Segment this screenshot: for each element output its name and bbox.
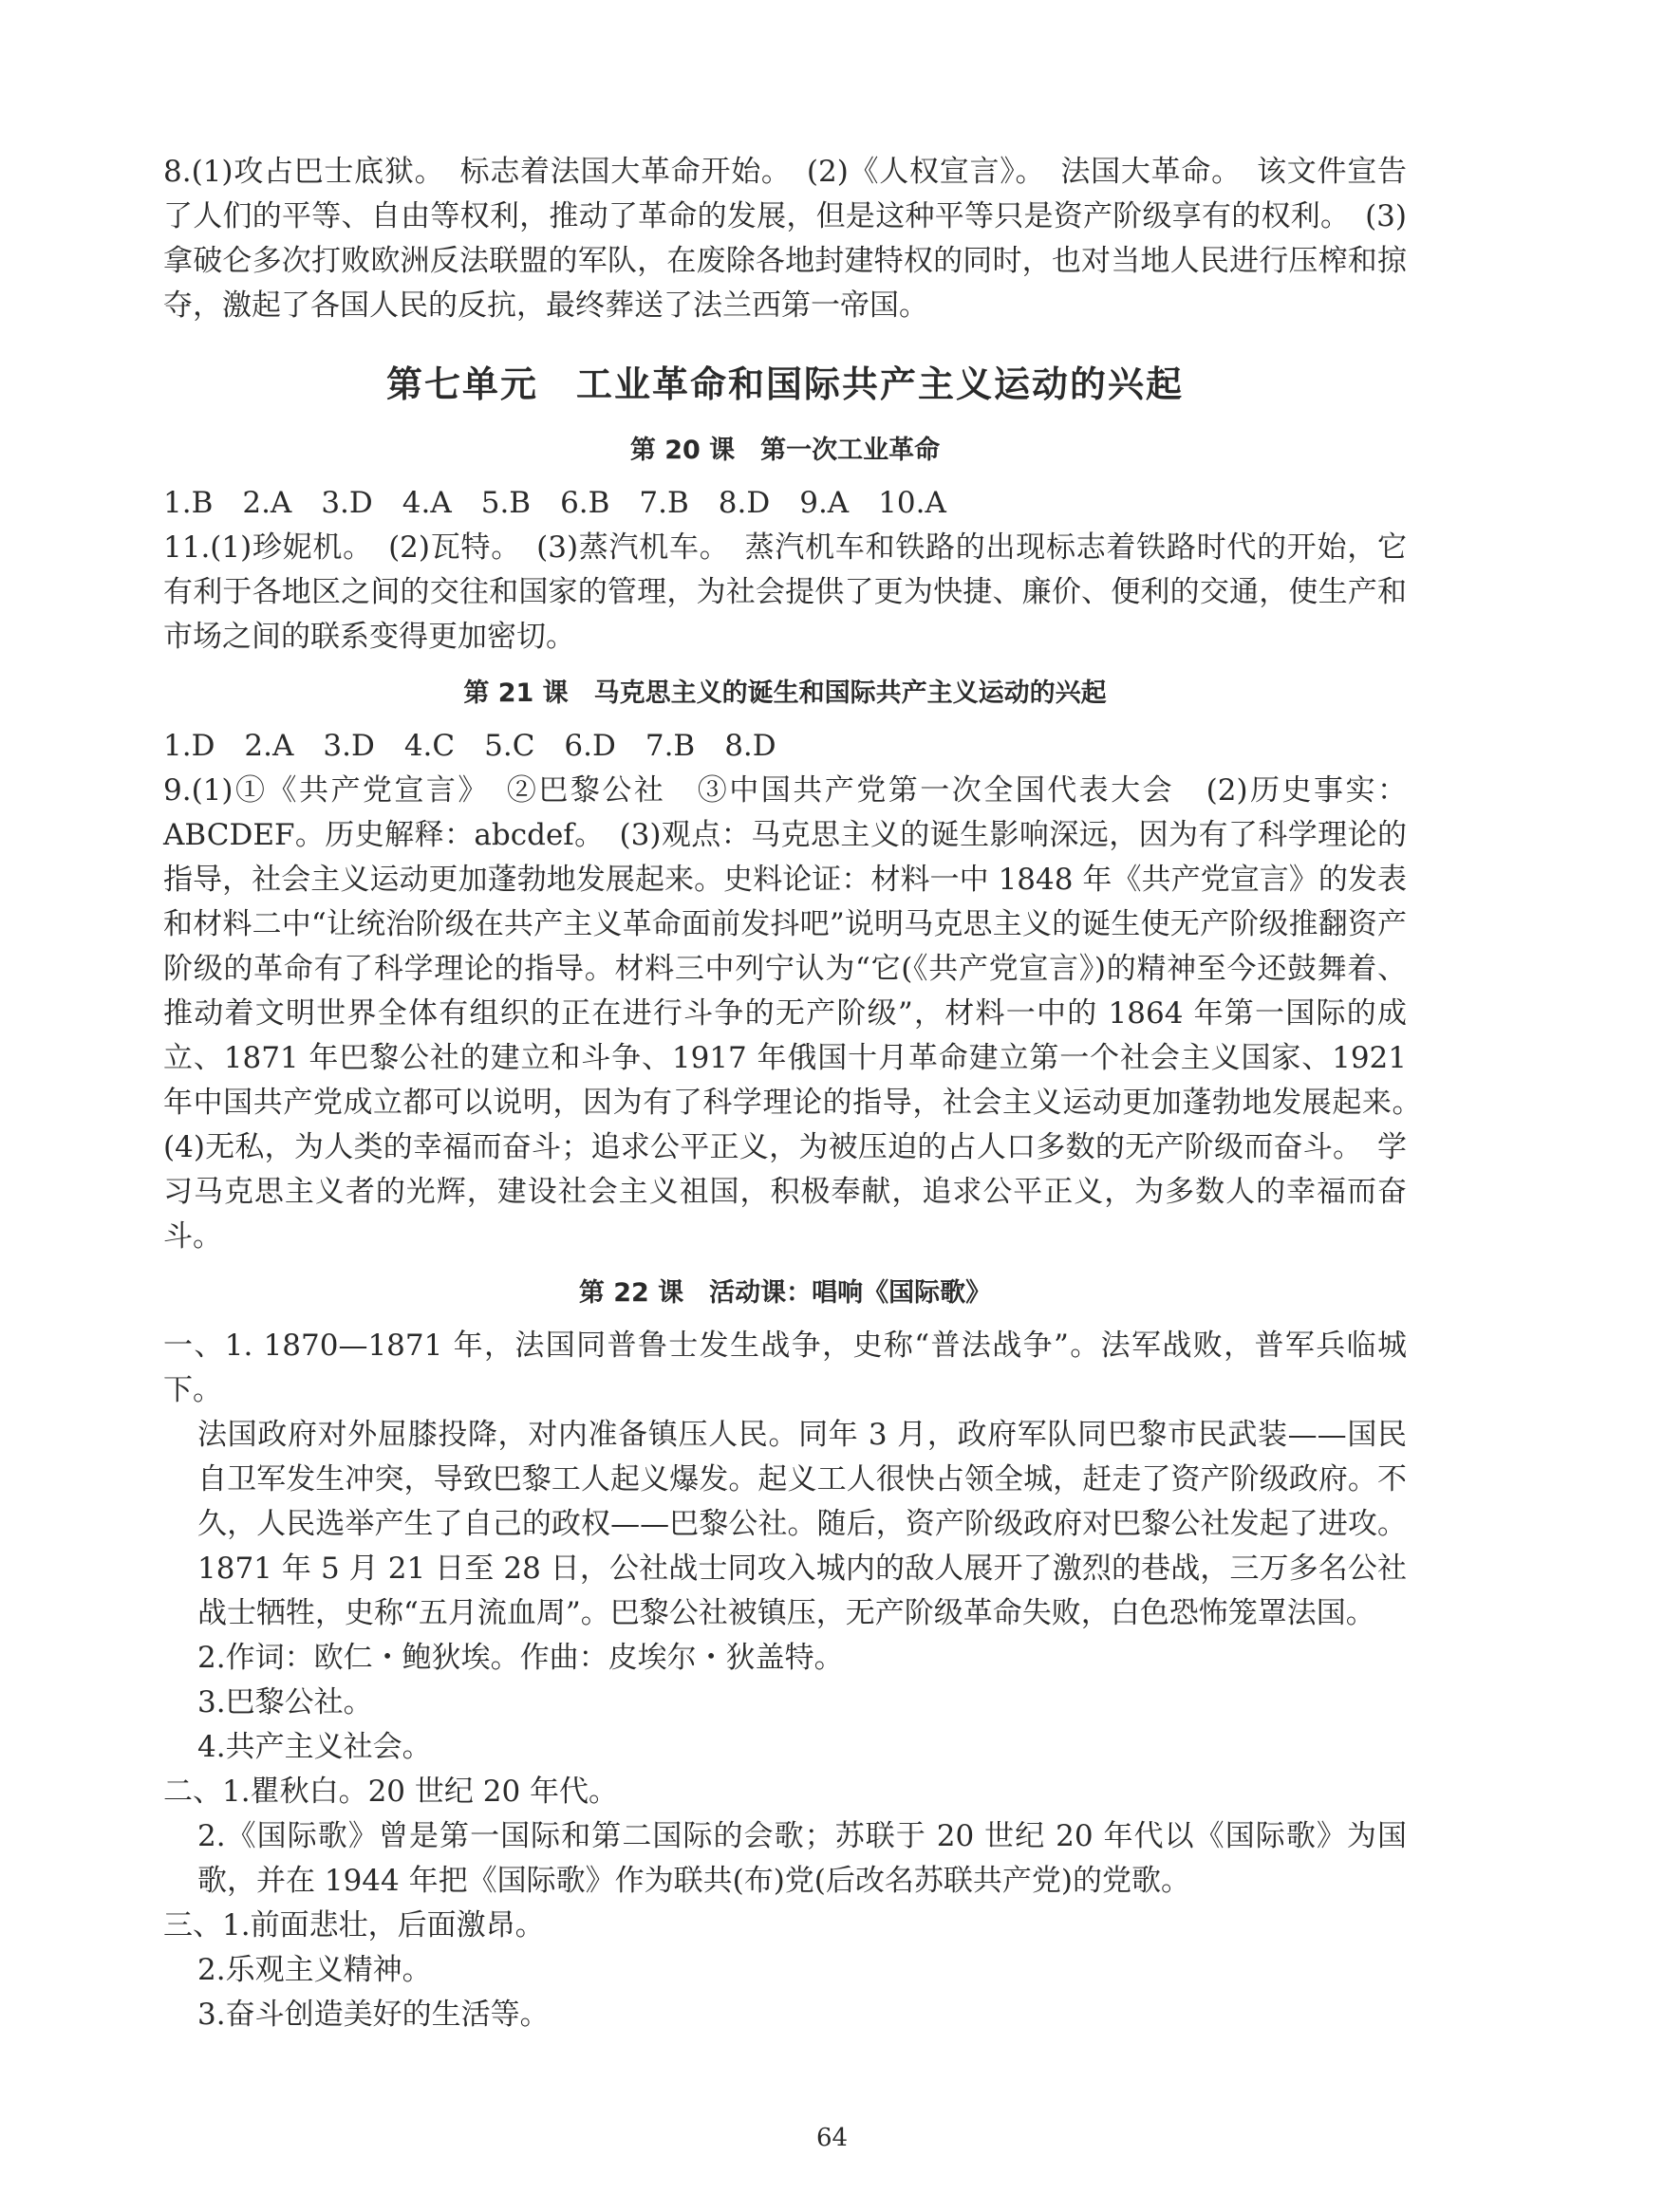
- lesson-22-section1-item3: 3.巴黎公社。: [197, 1685, 373, 1719]
- lesson-22-section2-item2: 2.《国际歌》曾是第一国际和第二国际的会歌；苏联于 20 世纪 20 年代以《国际歌》为国歌，并在 1944 年把《国际歌》作为联共(布)党(后改名苏联共产党)的党歌。: [197, 1819, 1407, 1898]
- lesson19-q8-answer: 8.(1)攻占巴士底狱。 标志着法国大革命开始。 (2)《人权宣言》。 法国大革命。 该文件宣告了人们的平等、自由等权利，推动了革命的发展，但是这种平等只是资产阶级享有的权利。 (3)拿破仑多次打败欧洲反法联盟的军队，在废除各地封建特权的同时，也对当地人民进行压榨和掠夺，激起了各国人民的反抗，最终葬送了法兰西第一帝国。: [163, 155, 1407, 323]
- lesson-22-section1-item4: 4.共产主义社会。: [197, 1730, 432, 1764]
- lesson-21-choice-answers: 1.D 2.A 3.D 4.C 5.C 6.D 7.B 8.D: [163, 729, 776, 763]
- lesson-22-section1-item2: 2.作词：欧仁・鲍狄埃。作曲：皮埃尔・狄盖特。: [197, 1641, 844, 1675]
- page-number: 64: [815, 2124, 849, 2152]
- lesson-22-section3-item1: 三、1.前面悲壮，后面激昂。: [163, 1908, 545, 1942]
- lesson-21-q9-answer: 9.(1)①《共产党宣言》 ②巴黎公社 ③中国共产党第一次全国代表大会 (2)历史事实：ABCDEF。历史解释：abcdef。 (3)观点：马克思主义的诞生影响深远，因为有了科学理论的指导，社会主义运动更加蓬勃地发展起来。史料论证：材料一中 1848 年《共产党宣言》的发表和材料二中“让统治阶级在共产主义革命面前发抖吧”说明马克思主义的诞生使无产阶级推翻资产阶级的革命有了科学理论的指导。材料三中列宁认为“它(《共产党宣言》)的精神至今还鼓舞着、推动着文明世界全体有组织的正在进行斗争的无产阶级”，材料一中的 1864 年第一国际的成立、1871 年巴黎公社的建立和斗争、1917 年俄国十月革命建立第一个社会主义国家、1921 年中国共产党成立都可以说明，因为有了科学理论的指导，社会主义运动更加蓬勃地发展起来。 (4)无私，为人类的幸福而奋斗；追求公平正义，为被压迫的占人口多数的无产阶级而奋斗。 学习马克思主义者的光辉，建设社会主义祖国，积极奉献，追求公平正义，为多数人的幸福而奋斗。: [163, 773, 1436, 1254]
- lesson-20-choice-answers: 1.B 2.A 3.D 4.A 5.B 6.B 7.B 8.D 9.A 10.A: [163, 486, 946, 520]
- lesson-22-section1-item1: 一、1. 1870—1871 年，法国同普鲁士发生战争，史称“普法战争”。法军战败，普军兵临城下。: [163, 1329, 1407, 1407]
- lesson-22-section1-item1-cont: 法国政府对外屈膝投降，对内准备镇压人民。同年 3 月，政府军队同巴黎市民武装——国民自卫军发生冲突，导致巴黎工人起义爆发。起义工人很快占领全城，赶走了资产阶级政府。不久，人民选举产生了自己的政权——巴黎公社。随后，资产阶级政府对巴黎公社发起了进攻。1871 年 5 月 21 日至 28 日，公社战士同攻入城内的敌人展开了激烈的巷战，三万多名公社战士牺牲，史称“五月流血周”。巴黎公社被镇压，无产阶级革命失败，白色恐怖笼罩法国。: [197, 1418, 1407, 1630]
- lesson-20-title: 第 20 课 第一次工业革命: [629, 436, 941, 465]
- lesson-22-section3-item3: 3.奋斗创造美好的生活等。: [197, 1998, 550, 2032]
- lesson-20-q11-answer: 11.(1)珍妮机。 (2)瓦特。 (3)蒸汽机车。 蒸汽机车和铁路的出现标志着铁路时代的开始，它有利于各地区之间的交往和国家的管理，为社会提供了更为快捷、廉价、便利的交通，使生产和市场之间的联系变得更加密切。: [163, 530, 1407, 654]
- unit-title: 第七单元 工业革命和国际共产主义运动的兴起: [385, 363, 1184, 405]
- answer-page: [163, 150, 1436, 2037]
- lesson-21-title: 第 21 课 马克思主义的诞生和国际共产主义运动的兴起: [463, 678, 1107, 708]
- lesson-22-section3-item2: 2.乐观主义精神。: [197, 1953, 432, 1987]
- lesson-22-title: 第 22 课 活动课：唱响《国际歌》: [578, 1278, 992, 1308]
- lesson-22-section2-item1: 二、1.瞿秋白。20 世纪 20 年代。: [163, 1775, 619, 1809]
